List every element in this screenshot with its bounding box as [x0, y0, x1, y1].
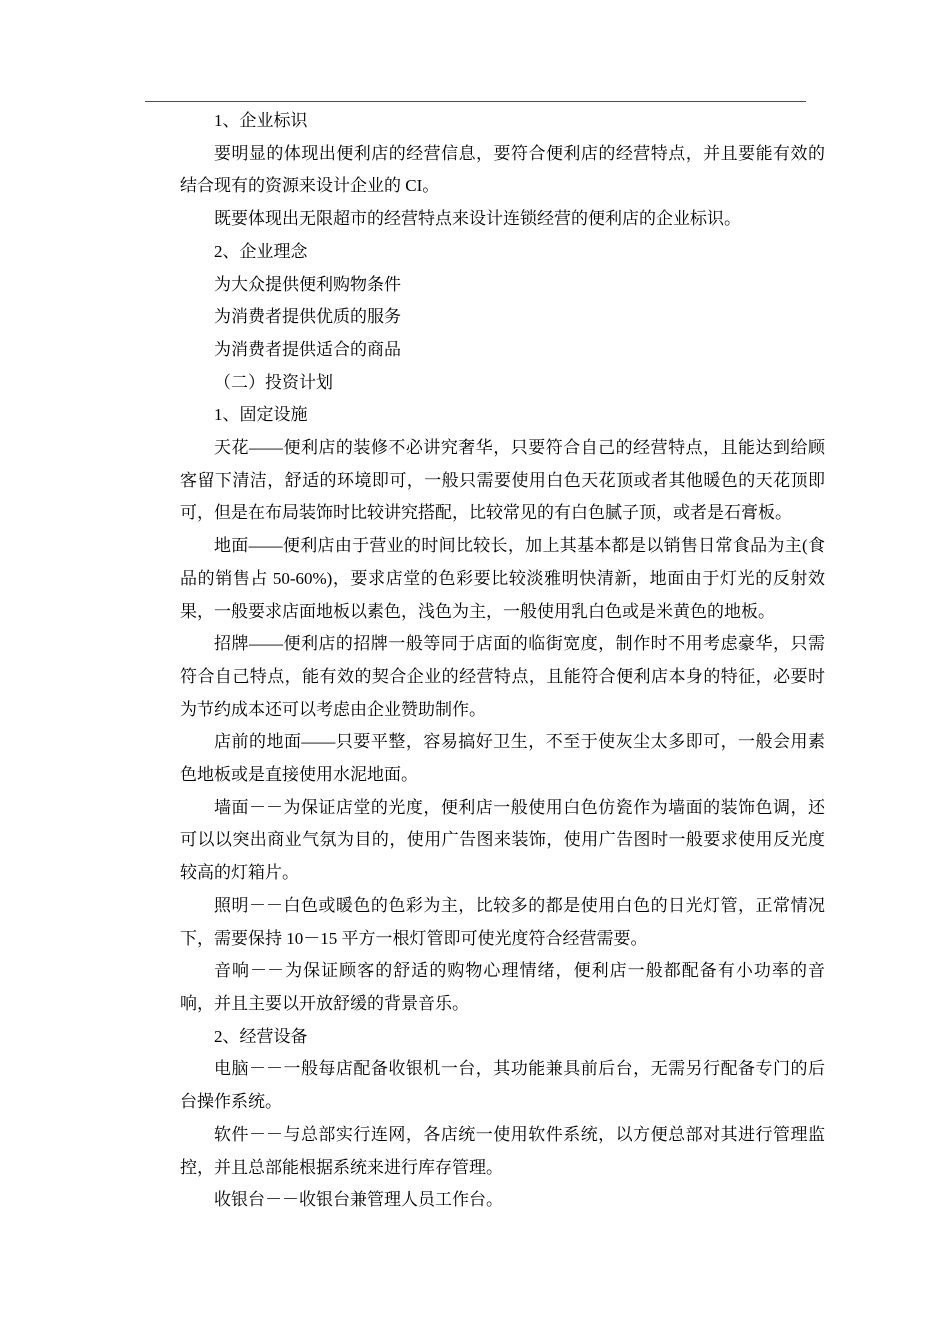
paragraph: 收银台－－收银台兼管理人员工作台。	[214, 1190, 503, 1210]
paragraph: 音响－－为保证顾客的舒适的购物心理情绪，便利店一般都配备有小功率的音响，并且主要以开放舒缓的背景音乐。	[180, 961, 825, 1013]
paragraph: 招牌——便利店的招牌一般等同于店面的临街宽度，制作时不用考虑豪华，只需符合自己特点，能有效的契合企业的经营特点，且能符合便利店本身的特征，必要时为节约成本还可以考虑由企业赞助制作。	[180, 634, 825, 719]
paragraph: 天花——便利店的装修不必讲究奢华，只要符合自己的经营特点，且能达到给顾客留下清洁，舒适的环境即可，一般只需要使用白色天花顶或者其他暖色的天花顶即可，但是在布局装饰时比较讲究搭配，比较常见的有白色腻子顶，或者是石膏板。	[180, 438, 825, 523]
paragraph: 要明显的体现出便利店的经营信息，要符合便利店的经营特点，并且要能有效的结合现有的资源来设计企业的 CI。	[180, 143, 825, 196]
paragraph: 为消费者提供优质的服务	[214, 307, 401, 327]
paragraph: 墙面－－为保证店堂的光度，便利店一般使用白色仿瓷作为墙面的装饰色调，还可以以突出商业气氛为目的，使用广告图来装饰，使用广告图时一般要求使用反光度较高的灯箱片。	[180, 797, 825, 883]
paragraph: 为消费者提供适合的商品	[214, 339, 401, 359]
paragraph: 软件－－与总部实行连网，各店统一使用软件系统，以方便总部对其进行管理监控，并且总部能根据系统来进行库存管理。	[180, 1124, 825, 1177]
paragraph: 既要体现出无限超市的经营特点来设计连锁经营的便利店的企业标识。	[214, 209, 741, 229]
paragraph: 地面——便利店由于营业的时间比较长，加上其基本都是以销售日常食品为主(食品的销售占 50-60%)，要求店堂的色彩要比较淡雅明快清新，地面由于灯光的反射效果，一般要求店面地板以素色，浅色为主，一般使用乳白色或是米黄色的地板。	[180, 536, 825, 621]
paragraph: 2、企业理念	[214, 241, 308, 261]
paragraph: 1、企业标识	[214, 111, 308, 130]
paragraph: （二）投资计划	[214, 372, 333, 392]
paragraph: 1、固定设施	[214, 405, 308, 425]
paragraph: 2、经营设备	[214, 1026, 308, 1046]
paragraph: 电脑－－一般每店配备收银机一台，其功能兼具前后台，无需另行配备专门的后台操作系统。	[180, 1059, 825, 1112]
paragraph: 店前的地面——只要平整，容易搞好卫生，不至于使灰尘太多即可，一般会用素色地板或是直接使用水泥地面。	[180, 732, 825, 785]
header-divider	[145, 101, 806, 102]
paragraph: 为大众提供便利购物条件	[214, 274, 401, 294]
paragraph: 照明－－白色或暖色的色彩为主，比较多的都是使用白色的日光灯管，正常情况下，需要保持 10－15 平方一根灯管即可使光度符合经营需要。	[180, 895, 825, 948]
document-body	[180, 105, 825, 1217]
